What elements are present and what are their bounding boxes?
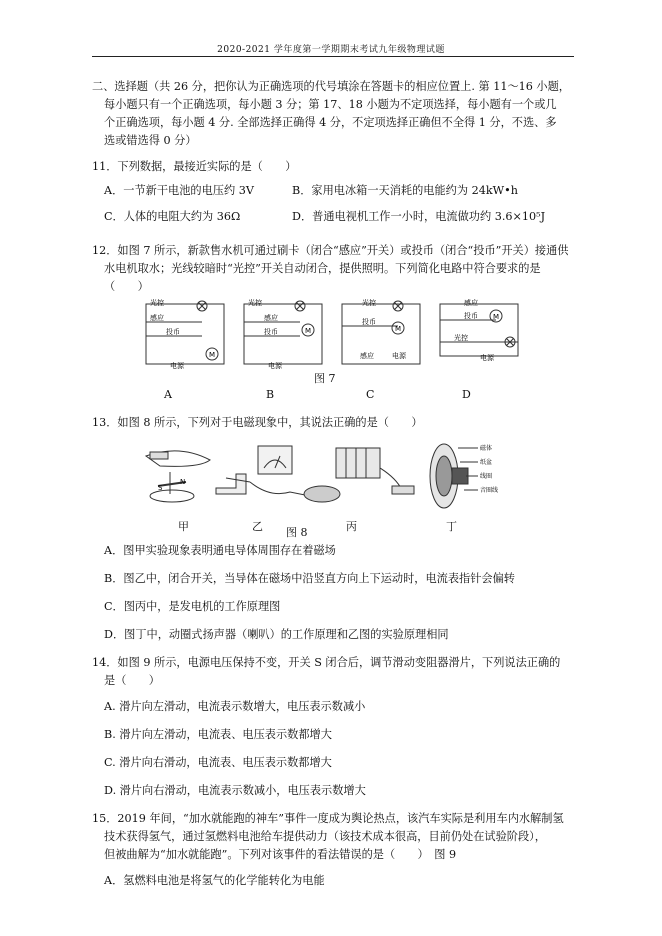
q13-option-d: D．图丁中，动圈式扬声器（喇叭）的工作原理和乙图的实验原理相同 — [104, 628, 449, 641]
figure-8-panel-jia: 甲 — [178, 520, 189, 533]
question-15-line: 技术获得氢气，通过氢燃料电池给车提供动力（该技术成本很高，目前仍处在试验阶段）， — [104, 830, 546, 843]
circuit-b-sense-label: 感应 — [264, 314, 278, 322]
circuit-c-coin-label: 投币 — [362, 318, 376, 326]
circuit-option-a-label: A — [164, 388, 172, 401]
figure-8-panel-yi: 乙 — [252, 520, 263, 533]
question-15-line: 但被曲解为“加水就能跑”。下列对该事件的看法错误的是（ ） 图 9 — [104, 848, 457, 861]
speaker-label-magnet: 磁体 — [480, 445, 493, 452]
circuit-d-coin-label: 投币 — [464, 312, 478, 320]
figure-7-caption: 图 7 — [314, 372, 336, 385]
q15-option-a: A．氢燃料电池是将氢气的化学能转化为电能 — [104, 874, 325, 887]
q13-option-a: A．图甲实验现象表明通电导体周围存在着磁场 — [104, 544, 336, 557]
q11-option-c: C．人体的电阻大约为 36Ω — [104, 210, 241, 223]
question-13-stem: 13．如图 8 所示，下列对于电磁现象中，其说法正确的是（ ） — [92, 416, 423, 429]
circuit-d-motor-label: M — [493, 313, 500, 321]
q14-option-b: B. 滑片向左滑动，电流表、电压表示数都增大 — [104, 728, 332, 741]
circuit-option-b-label: B — [266, 388, 275, 401]
section-instruction-line: 个正确选项，每小题 4 分. 全部选择正确得 4 分，不定项选择正确但不全得 1 分，不选、多 — [104, 116, 557, 129]
question-12-line: （ ） — [104, 280, 149, 293]
q14-option-c: C. 滑片向右滑动，电流表、电压表示数都增大 — [104, 756, 332, 769]
circuit-b-motor-label: M — [305, 327, 312, 335]
circuit-c-sense-label: 感应 — [360, 352, 374, 360]
circuit-a-motor-label: M — [209, 351, 216, 359]
question-14-line: 是（ ） — [104, 674, 160, 687]
q14-option-d: D. 滑片向右滑动，电流表示数减小，电压表示数增大 — [104, 784, 366, 797]
q13-option-c: C．图丙中，是发电机的工作原理图 — [104, 600, 281, 613]
figure-7-circuits — [140, 296, 540, 382]
q11-option-b: B．家用电冰箱一天消耗的电能约为 24kW•h — [292, 184, 518, 197]
circuit-option-d-label: D — [462, 388, 471, 401]
circuit-d-power-label: 电源 — [480, 354, 494, 362]
circuit-a-power-label: 电源 — [170, 362, 184, 370]
figure-8-caption: 图 8 — [286, 526, 308, 539]
svg-text:N: N — [180, 478, 186, 486]
question-11-stem: 11．下列数据，最接近实际的是（ ） — [92, 160, 297, 173]
svg-text:S: S — [158, 484, 163, 492]
section-instruction-line: 选或错选得 0 分） — [104, 134, 197, 147]
q11-option-a: A．一节新干电池的电压约 3V — [104, 184, 254, 197]
page-header: 2020-2021 学年度第一学期期末考试九年级物理试题 — [217, 45, 445, 55]
circuit-d-sense-label: 感应 — [464, 299, 478, 307]
question-14-line: 14．如图 9 所示，电源电压保持不变，开关 S 闭合后，调节滑动变阻器滑片，下列说法正确的 — [92, 656, 561, 669]
circuit-a-coin-label: 投币 — [166, 328, 180, 336]
speaker-label-cone: 纸盆 — [480, 459, 493, 466]
q11-option-d: D．普通电视机工作一小时，电流做功约 3.6×10⁵J — [292, 210, 546, 223]
figure-8-panel-ding: 丁 — [446, 520, 457, 533]
circuit-b-power-label: 电源 — [268, 362, 282, 370]
speaker-label-coil: 线圈 — [480, 473, 493, 480]
q13-option-b: B．图乙中，闭合开关，当导体在磁场中沿竖直方向上下运动时，电流表指针会偏转 — [104, 572, 515, 585]
speaker-label-wire: 音圈线 — [480, 487, 499, 494]
figure-8-panel-bing: 丙 — [346, 520, 357, 533]
header-rule — [92, 56, 574, 57]
circuit-c-motor-label: M — [395, 325, 402, 333]
circuit-c-power-label: 电源 — [392, 352, 406, 360]
section-instruction-line: 每小题只有一个正确选项，每小题 3 分；第 17、18 小题为不定项选择，每小题有一个或几 — [104, 98, 557, 111]
circuit-b-light-label: 光控 — [248, 299, 262, 307]
q14-option-a: A. 滑片向左滑动，电流表示数增大，电压表示数减小 — [104, 700, 366, 713]
question-15-line: 15．2019 年间，“加水就能跑的神车”事件一度成为舆论热点，该汽车实际是利用车内水解制氢 — [92, 812, 564, 825]
figure-8-electromagnetism — [140, 438, 510, 524]
question-12-line: 水电机取水；光线较暗时“光控”开关自动闭合，提供照明。下列简化电路中符合要求的是 — [104, 262, 541, 275]
circuit-a-sense-label: 感应 — [150, 314, 164, 322]
circuit-d-light-label: 光控 — [454, 334, 468, 342]
circuit-option-c-label: C — [366, 388, 375, 401]
section-instruction-line: 二、选择题（共 26 分，把你认为正确选项的代号填涂在答题卡的相应位置上. 第 11～16 小题， — [92, 80, 570, 93]
circuit-c-light-label: 光控 — [362, 299, 376, 307]
circuit-b-coin-label: 投币 — [264, 328, 278, 336]
circuit-a-light-label: 光控 — [150, 299, 164, 307]
question-12-line: 12．如图 7 所示，新款售水机可通过刷卡（闭合“感应”开关）或投币（闭合“投币”开关）接通供 — [92, 244, 569, 257]
